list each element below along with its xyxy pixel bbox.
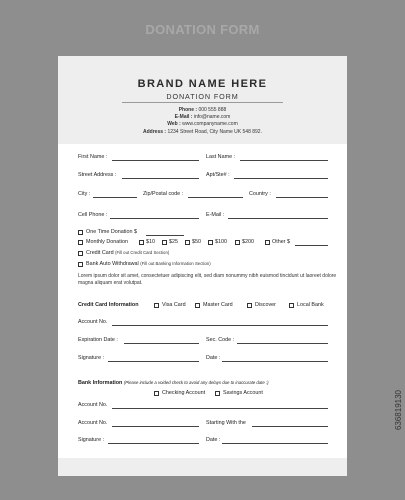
phone-label: Phone : [178,107,198,113]
brand-name: BRAND NAME HERE [137,78,268,90]
starting-with-label: Starting With the [206,420,246,426]
one-time-label: One Time Donation $ [86,229,137,235]
amount-50-checkbox[interactable] [185,240,190,245]
bank-account-no-2-field[interactable] [112,426,199,427]
apt-ste-label: Apt/Ste# : [206,172,230,178]
zip-label: Zip/Postal code : [143,191,184,197]
footer-band [58,458,347,476]
side-id: 636819130 [394,390,403,431]
amount-100-label: $100 [215,239,227,245]
amount-25-checkbox[interactable] [162,240,167,245]
amount-10-label: $10 [146,239,155,245]
credit-card-checkbox[interactable] [78,251,83,256]
street-address-field[interactable] [122,178,199,179]
cc-signature-label: Signature : [78,355,105,361]
apt-ste-field[interactable] [234,178,328,179]
checking-checkbox[interactable] [154,391,159,396]
credit-card-section-title: Credit Card Information [78,302,139,308]
last-name-label: Last Name : [206,154,236,160]
local-bank-checkbox[interactable] [289,303,294,308]
country-label: Country : [249,191,271,197]
amount-50-label: $50 [192,239,201,245]
cc-signature-field[interactable] [108,361,199,362]
cc-date-field[interactable] [222,361,328,362]
city-label: City : [78,191,91,197]
address-value: 1234 Street Road, City Name UK 548 892. [167,129,262,135]
amount-10-checkbox[interactable] [139,240,144,245]
discover-checkbox[interactable] [247,303,252,308]
email-field[interactable] [228,218,328,219]
form-subtitle: DONATION FORM [166,92,239,101]
amount-200-label: $200 [242,239,254,245]
cell-phone-label: Cell Phone : [78,212,108,218]
cc-date-label: Date : [206,355,221,361]
bank-date-field[interactable] [222,443,328,444]
checking-label: Checking Account [162,390,206,396]
expiration-field[interactable] [124,343,199,344]
header-divider [122,102,283,103]
monthly-checkbox[interactable] [78,240,83,245]
lorem-paragraph: Lorem ipsum dolor sit amet, consectetuer adipiscing elit, sed diam nonummy nibh euismod tincidunt ut laoreet dolore magna aliquam erat volutpat. [78,273,337,286]
bank-account-no-2-label: Account No. [78,420,108,426]
bank-auto-label: Bank Auto Withdrawal [86,261,139,267]
credit-card-note: (Fill out Credit Card Section) [115,250,170,255]
city-field[interactable] [93,197,137,198]
amount-100-checkbox[interactable] [208,240,213,245]
bank-account-no-label: Account No. [78,402,108,408]
savings-checkbox[interactable] [215,391,220,396]
sec-code-label: Sec. Code : [206,337,235,343]
last-name-field[interactable] [240,160,328,161]
bank-auto-checkbox[interactable] [78,262,83,267]
local-bank-label: Local Bank [297,302,324,308]
country-field[interactable] [276,197,328,198]
bank-account-no-field[interactable] [112,408,328,409]
bank-section-title [78,380,269,386]
one-time-amount-field[interactable] [146,235,184,236]
page-heading: DONATION FORM [145,22,260,37]
bank-signature-field[interactable] [108,443,199,444]
credit-card-option [86,250,169,256]
expiration-label: Expiration Date : [78,337,118,343]
visa-checkbox[interactable] [154,303,159,308]
starting-with-field[interactable] [252,426,328,427]
mastercard-label: Master Card [203,302,233,308]
other-amount-checkbox[interactable] [265,240,270,245]
contact-address [58,129,347,135]
street-address-label: Street Address : [78,172,117,178]
cc-account-no-field[interactable] [112,325,328,326]
address-label: Address : [143,129,167,135]
savings-label: Savings Account [223,390,263,396]
amount-200-checkbox[interactable] [235,240,240,245]
credit-card-label: Credit Card [86,250,114,256]
bank-signature-label: Signature : [78,437,105,443]
bank-auto-option [86,261,211,267]
bank-auto-note: (Fill out Banking Information Section) [140,261,211,266]
other-amount-field[interactable] [295,245,328,246]
discover-label: Discover [255,302,276,308]
mastercard-checkbox[interactable] [195,303,200,308]
cell-phone-field[interactable] [110,218,199,219]
email-value: info@name.com [193,114,231,120]
email-label: E-Mail : [174,114,193,120]
monthly-label: Monthly Donation [86,239,128,245]
sec-code-field[interactable] [237,343,328,344]
one-time-checkbox[interactable] [78,230,83,235]
amount-25-label: $25 [169,239,178,245]
web-label: Web : [167,121,181,127]
donation-form-sheet [58,56,347,476]
web-value: www.companyname.com [182,121,238,127]
bank-section-note: (Please include a voided check to avoid any delays due to inaccurate date :) [123,380,269,385]
contact-web [58,121,347,127]
first-name-field[interactable] [112,160,199,161]
contact-phone [58,107,347,113]
first-name-label: First Name : [78,154,108,160]
contact-email [58,114,347,120]
phone-value: 000 555 888 [198,107,227,113]
email-field-label: E-Mail : [206,212,225,218]
other-amount-label: Other $ [272,239,290,245]
bank-section-title-text: Bank Information [78,380,123,386]
zip-field[interactable] [188,197,243,198]
cc-account-no-label: Account No. [78,319,108,325]
visa-label: Visa Card [162,302,186,308]
bank-date-label: Date : [206,437,221,443]
